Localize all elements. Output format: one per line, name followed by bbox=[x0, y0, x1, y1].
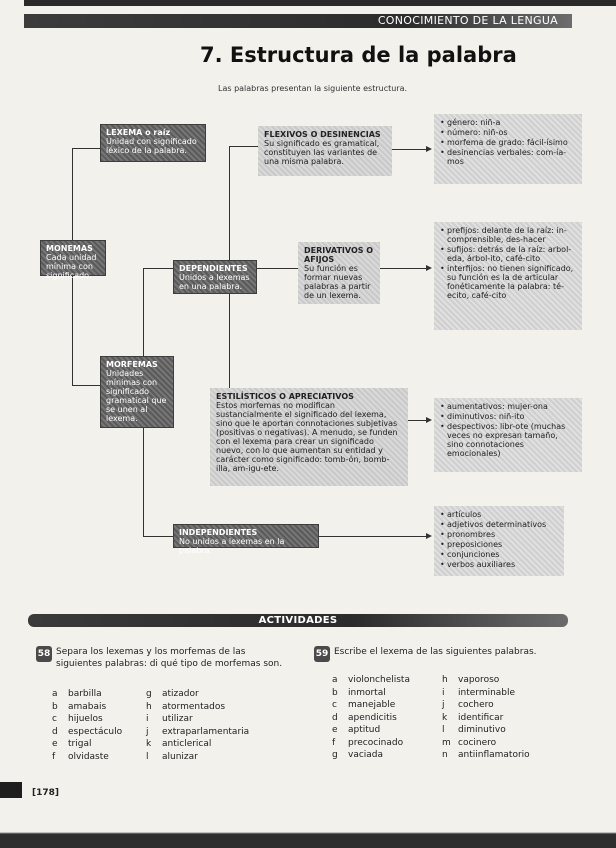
independientes-box bbox=[173, 524, 319, 555]
list-item: d espectáculo bbox=[52, 726, 123, 737]
list-item: m cocinero bbox=[442, 737, 497, 748]
arrow-line bbox=[318, 536, 426, 537]
page-tab bbox=[0, 782, 22, 798]
monemas-box bbox=[40, 240, 106, 280]
derivativos-box bbox=[298, 242, 380, 304]
morfemas-box bbox=[100, 356, 174, 428]
apreciativos-box bbox=[210, 388, 408, 486]
activity-1-col1 bbox=[52, 688, 122, 763]
list-item: • conjunciones bbox=[440, 550, 558, 559]
list-item: • desinencias verbales: com-ía-mos bbox=[440, 148, 576, 166]
section-header: CONOCIMIENTO DE LA LENGUA bbox=[24, 14, 572, 28]
list-item: a violonchelista bbox=[332, 675, 410, 685]
dependientes-text: Unidos a lexemas en una palabra. bbox=[179, 273, 250, 291]
independientes-list bbox=[434, 506, 564, 576]
activities-band: ACTIVIDADES bbox=[28, 614, 568, 627]
activity-number-badge: 58 bbox=[36, 646, 52, 662]
flexivos-list bbox=[434, 114, 582, 184]
apreciativos-text: Estos morfemas no modifican sustancialmente el significado del lexema, sino que le aportan connotaciones subjetivas (positivas o negativas). A menudo, se funden con el lexema para crear un significado nuevo, con lo que aumentan su entidad y carácter como significado: tomb-ón, bomb-illa, am-igu-ete. bbox=[216, 401, 398, 473]
list-item: • preposiciones bbox=[440, 540, 558, 549]
list-item: a barbilla bbox=[52, 689, 102, 699]
connector-line bbox=[143, 268, 173, 269]
connector-line bbox=[72, 275, 73, 385]
list-item: • número: niñ-os bbox=[440, 128, 576, 137]
apreciativos-list bbox=[434, 398, 582, 472]
list-item: h vaporoso bbox=[442, 675, 500, 685]
list-item: k identificar bbox=[442, 712, 504, 723]
bottom-border bbox=[0, 822, 616, 848]
activity-2-instruction: Escribe el lexema de las siguientes palabras. bbox=[334, 647, 537, 657]
page-number: [178] bbox=[32, 788, 60, 798]
arrow-line bbox=[408, 420, 426, 421]
independientes-text: No unidos a lexemas en la palabra. bbox=[179, 537, 285, 555]
list-item: l diminutivo bbox=[442, 725, 506, 735]
list-item: h atormentados bbox=[146, 701, 226, 712]
list-item: f olvidaste bbox=[52, 751, 109, 762]
list-item: i utilizar bbox=[146, 714, 193, 724]
list-item: b inmortal bbox=[332, 687, 386, 698]
list-item: g vaciada bbox=[332, 750, 384, 760]
dependientes-box bbox=[173, 260, 257, 294]
list-item: j extraparlamentaria bbox=[146, 726, 250, 737]
activity-1-instruction: Separa los lexemas y los morfemas de las siguientes palabras: di qué tipo de morfemas son. bbox=[56, 647, 283, 669]
arrow-head-icon bbox=[426, 533, 432, 539]
arrow-head-icon bbox=[426, 265, 432, 271]
morfemas-title: MORFEMAS bbox=[106, 360, 158, 369]
list-item: i interminable bbox=[442, 687, 516, 698]
list-item: • interfijos: no tienen significado, su función es la de articular fonéticamente la palabra: té-ecito, café-cito bbox=[440, 264, 576, 300]
dependientes-title: DEPENDIENTES bbox=[179, 264, 248, 273]
connector-line bbox=[72, 385, 100, 386]
list-item: • prefijos: delante de la raíz: in-comprensible, des-hacer bbox=[440, 226, 576, 244]
derivativos-list bbox=[434, 222, 582, 330]
list-item: e aptitud bbox=[332, 725, 381, 735]
list-item: j cochero bbox=[442, 700, 494, 710]
derivativos-text: Su función es formar nuevas palabras a partir de un lexema. bbox=[304, 264, 371, 300]
connector-line bbox=[72, 148, 73, 240]
independientes-title: INDEPENDIENTES bbox=[179, 528, 258, 537]
list-item: • despectivos: libr-ote (muchas veces no expresan tamaño, sino connotaciones emocionales) bbox=[440, 422, 576, 458]
arrow-line bbox=[380, 268, 426, 269]
morfemas-text: Unidades mínimas con significado gramatical que se unen al lexema. bbox=[106, 369, 167, 423]
arrow-line bbox=[392, 149, 426, 150]
activity-number-badge: 59 bbox=[314, 646, 330, 662]
apreciativos-title: ESTILÍSTICOS O APRECIATIVOS bbox=[216, 392, 354, 401]
list-item: k anticlerical bbox=[146, 739, 212, 749]
list-item: • adjetivos determinativos bbox=[440, 520, 558, 529]
list-item: c manejable bbox=[332, 700, 396, 710]
flexivos-title: FLEXIVOS O DESINENCIAS bbox=[264, 130, 381, 139]
flexivos-box bbox=[258, 126, 392, 176]
list-item: • aumentativos: mujer-ona bbox=[440, 402, 576, 411]
list-item: • pronombres bbox=[440, 530, 558, 539]
activity-1-col2 bbox=[146, 688, 249, 763]
list-item: • diminutivos: niñ-ito bbox=[440, 412, 576, 421]
intro-text: Las palabras presentan la siguiente estructura. bbox=[218, 84, 408, 93]
arrow-head-icon bbox=[426, 146, 432, 152]
list-item: c hijuelos bbox=[52, 714, 103, 724]
monemas-title: MONEMAS bbox=[46, 244, 93, 253]
activity-2-col2 bbox=[442, 674, 530, 762]
flexivos-text: Su significado es gramatical, constituyen las variantes de una misma palabra. bbox=[264, 139, 380, 166]
lexema-text: Unidad con significado léxico de la palabra. bbox=[106, 137, 197, 155]
list-item: f precocinado bbox=[332, 737, 404, 748]
activity-2-col1 bbox=[332, 674, 410, 762]
connector-line bbox=[229, 146, 259, 147]
top-border bbox=[24, 0, 616, 6]
list-item: • artículos bbox=[440, 510, 558, 519]
list-item: • sufijos: detrás de la raíz: arbol-eda, árbol-ito, café-cito bbox=[440, 245, 576, 263]
list-item: g atizador bbox=[146, 689, 199, 699]
connector-line bbox=[143, 268, 144, 356]
list-item: • género: niñ-a bbox=[440, 118, 576, 127]
connector-line bbox=[72, 148, 100, 149]
list-item: • verbos auxiliares bbox=[440, 560, 558, 569]
page-title: 7. Estructura de la palabra bbox=[200, 43, 517, 67]
arrow-head-icon bbox=[426, 417, 432, 423]
list-item: d apendicitis bbox=[332, 712, 397, 723]
connector-line bbox=[143, 536, 173, 537]
derivativos-title: DERIVATIVOS O AFIJOS bbox=[304, 246, 374, 264]
monemas-text: Cada unidad mínima con significado. bbox=[46, 253, 97, 280]
list-item: n antiinflamatorio bbox=[442, 750, 530, 760]
list-item: • morfema de grado: fácil-ísimo bbox=[440, 138, 576, 147]
list-item: b amabais bbox=[52, 701, 107, 712]
lexema-box bbox=[100, 124, 206, 162]
connector-line bbox=[143, 428, 144, 536]
list-item: e trigal bbox=[52, 739, 92, 749]
list-item: l alunizar bbox=[146, 751, 198, 762]
lexema-title: LEXEMA o raíz bbox=[106, 128, 171, 137]
